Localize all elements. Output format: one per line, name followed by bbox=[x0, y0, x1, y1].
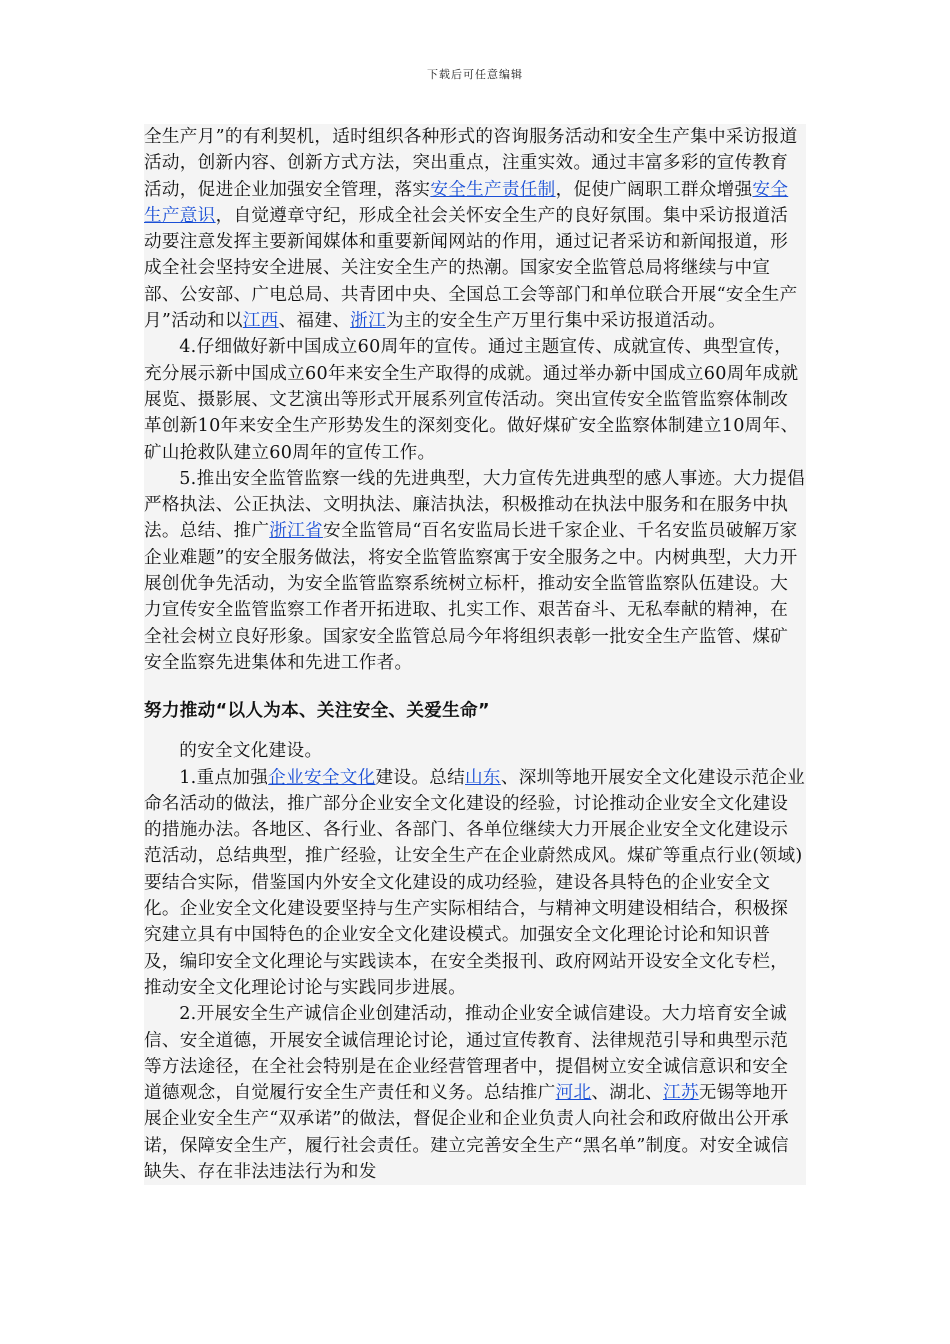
link-enterprise-safety-culture[interactable]: 企业安全文化 bbox=[268, 767, 376, 788]
text-segment: 安全监管局“百名安监局长进千家企业、千名安监员破解万家企业难题”的安全服务做法，将安全监管监察寓于安全服务之中。内树典型，大力开展创优争先活动，为安全监管监察系统树立标杆，推动安全监管监察队伍建设。大力宣传安全监管监察工作者开拓进取、扎实工作、艰苦奋斗、无私奉献的精神，在全社会树立良好形象。国家安全监管总局今年将组织表彰一批安全生产监管、煤矿安全监察先进集体和先进工作者。 bbox=[144, 521, 798, 673]
link-safety-responsibility-system[interactable]: 安全生产责任制 bbox=[430, 179, 556, 200]
document-body bbox=[144, 124, 806, 1185]
text-segment: 全生产月”的有利契机，适时组织各种形式的咨询服务活动和安全生产集中采访报道活动，创新内容、创新方式方法，突出重点，注重实效。通过丰富多彩的宣传教育活动，促进企业加强安全管理，落实 bbox=[144, 127, 798, 200]
text-segment: 无锡等地开展企业安全生产“双承诺”的做法，督促企业和企业负责人向社会和政府做出公开承诺，保障安全生产，履行社会责任。建立完善安全生产“黑名单”制度。对安全诚信缺失、存在非法违法行为和发 bbox=[144, 1083, 789, 1182]
spacer bbox=[144, 676, 806, 698]
text-segment: 建设。总结 bbox=[375, 767, 466, 788]
link-zhejiang[interactable]: 浙江 bbox=[350, 311, 386, 332]
paragraph-safety-month bbox=[144, 124, 806, 334]
link-hebei[interactable]: 河北 bbox=[555, 1083, 592, 1104]
text-segment: 为主的安全生产万里行集中采访报道活动。 bbox=[385, 311, 726, 332]
paragraph-heading-continuation: 的安全文化建设。 bbox=[179, 741, 323, 762]
page-header: 下载后可任意编辑 bbox=[427, 68, 523, 81]
link-zhejiang-province[interactable]: 浙江省 bbox=[269, 521, 323, 542]
paragraph-item-4: 4.仔细做好新中国成立60周年的宣传。通过主题宣传、成就宣传、典型宣传，充分展示新中国成立60年来安全生产取得的成就。通过举办新中国成立60周年成就展览、摄影展、文艺演出等形式开展系列宣传活动。突出宣传安全监管监察体制改革创新10年来安全生产形势发生的深刻变化。做好煤矿安全监察体制建立10周年、矿山抢救队建立60周年的宣传工作。 bbox=[144, 337, 799, 463]
link-shandong[interactable]: 山东 bbox=[465, 767, 501, 788]
text-segment: 、湖北、 bbox=[591, 1083, 663, 1104]
link-jiangxi[interactable]: 江西 bbox=[242, 311, 279, 332]
text-segment: 、福建、 bbox=[278, 311, 351, 332]
text-segment: ，促使广阔职工群众增强 bbox=[555, 179, 753, 200]
text-segment: 1.重点加强 bbox=[179, 767, 269, 788]
text-segment: 2.开展安全生产诚信企业创建活动，推动企业安全诚信建设。大力培育安全诚信、安全道德，开展安全诚信理论讨论，通过宣传教育、法律规范引导和典型示范等方法途径，在全社会特别是在企业经营管理者中，提倡树立安全诚信意识和安全道德观念，自觉履行安全生产责任和义务。总结推广 bbox=[144, 1004, 789, 1104]
text-segment: 5.推出安全监管监察一线的先进典型，大力宣传先进典型的感人事迹。大力提倡严格执法、公正执法、文明执法、廉洁执法，积极推动在执法中服务和在服务中执法。总结、推广 bbox=[144, 468, 805, 542]
spacer bbox=[144, 724, 806, 738]
paragraph-culture-item-1 bbox=[144, 765, 806, 1002]
link-safety-awareness[interactable]: 安全生产意识 bbox=[144, 179, 789, 226]
section-heading: 努力推动“以人为本、关注安全、关爱生命” bbox=[144, 701, 490, 722]
paragraph-culture-item-2 bbox=[144, 1001, 806, 1185]
text-segment: 、深圳等地开展安全文化建设示范企业命名活动的做法，推广部分企业安全文化建设的经验，讨论推动企业安全文化建设的措施办法。各地区、各行业、各部门、各单位继续大力开展企业安全文化建设示范活动，总结典型，推广经验，让安全生产在企业蔚然成风。煤矿等重点行业(领域)要结合实际，借鉴国内外安全文化建设的成功经验，建设各具特色的企业安全文化。企业安全文化建设要坚持与生产实际相结合，与精神文明建设相结合，积极探究建立具有中国特色的企业安全文化建设模式。加强安全文化理论讨论和知识普及，编印安全文化理论与实践读本，在安全类报刊、政府网站开设安全文化专栏，推动安全文化理论讨论与实践同步进展。 bbox=[144, 767, 806, 998]
paragraph-item-5 bbox=[144, 466, 806, 676]
text-segment: ，自觉遵章守纪，形成全社会关怀安全生产的良好氛围。集中采访报道活动要注意发挥主要新闻媒体和重要新闻网站的作用，通过记者采访和新闻报道，形成全社会坚持安全进展、关注安全生产的热潮。国家安全监管总局将继续与中宣部、公安部、广电总局、共青团中央、全国总工会等部门和单位联合开展“安全生产月”活动和以 bbox=[144, 205, 798, 332]
link-jiangsu[interactable]: 江苏 bbox=[662, 1083, 699, 1104]
